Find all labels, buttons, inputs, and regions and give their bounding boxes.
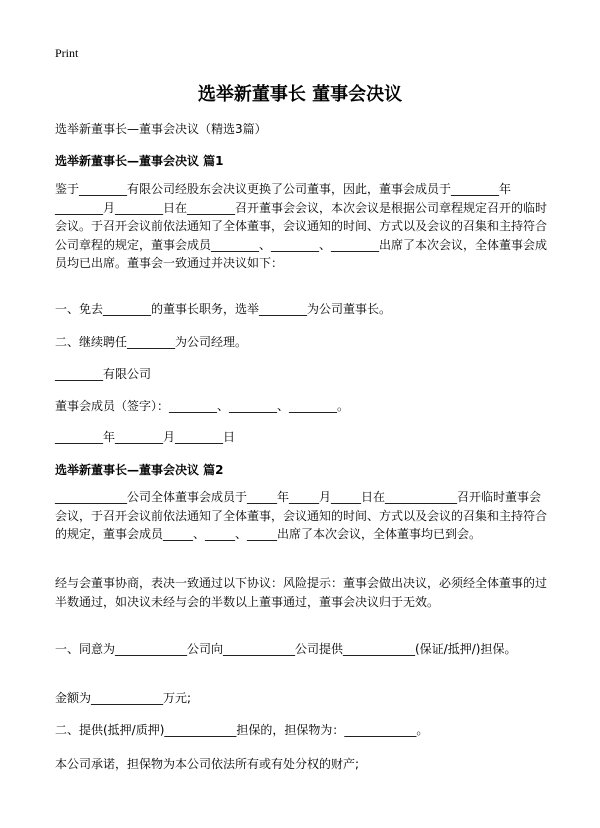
document-title: 选举新董事长 董事会决议 — [197, 84, 403, 105]
section-1-signers: 董事会成员（签字）：________、________、________。 — [55, 399, 350, 413]
section-1-item-2: 二、继续聘任________为公司经理。 — [55, 335, 248, 349]
section-2-heading: 选举新董事长—董事会决议 篇2 — [55, 463, 224, 477]
section-1-item-1: 一、免去________的董事长职务，选举________为公司董事长。 — [55, 302, 392, 316]
section-2-agreement: 经与会董事协商，表决一致通过以下协议：风险提示：董事会做出决议，必须经全体董事的过半数通过，如决议未经与会的半数以上董事通过，董事会决议归于无效。 — [55, 576, 548, 609]
section-1-heading: 选举新董事长—董事会决议 篇1 — [55, 154, 224, 168]
section-2-promise: 本公司承诺，担保物为本公司依法所有或有处分权的财产; — [55, 757, 360, 771]
section-2-item-2: 二、提供(抵押/质押)____________担保的，担保物为：____________。 — [55, 723, 429, 737]
section-1-date: ________年________月________日 — [55, 430, 236, 444]
section-2-amount: 金额为____________万元; — [55, 691, 192, 705]
document-subtitle: 选举新董事长—董事会决议（精选3篇） — [55, 122, 267, 136]
section-1-company: ________有限公司 — [55, 367, 152, 381]
section-2-item-1: 一、同意为____________公司向____________公司提供____________(保证/抵押/)担保。 — [55, 642, 517, 656]
print-label: Print — [55, 46, 79, 60]
section-2-intro: ____________公司全体董事会成员于_____年_____月_____日在____________召开临时董事会会议，于召开会议前依法通知了全体董事，会议通知的时间、方式以及会议的召集和主持符合的规定，董事会成员_____、_____、_____出席了本次会议，全体董事均已到会。 — [55, 490, 548, 541]
section-1-intro: 鉴于________有限公司经股东会决议更换了公司董事，因此，董事会成员于________年________月________日在________召开董事会会议，本次会议是根据公司章程规定召开的临时会议。于召开会议前依法通知了全体董事，会议通知的时间、方式以及会议的召集和主持符合公司章程的规定，董事会成员________、________、________出席了本次会议，全体董事会成员均已出席。董事会一致通过并决议如下： — [55, 182, 548, 270]
